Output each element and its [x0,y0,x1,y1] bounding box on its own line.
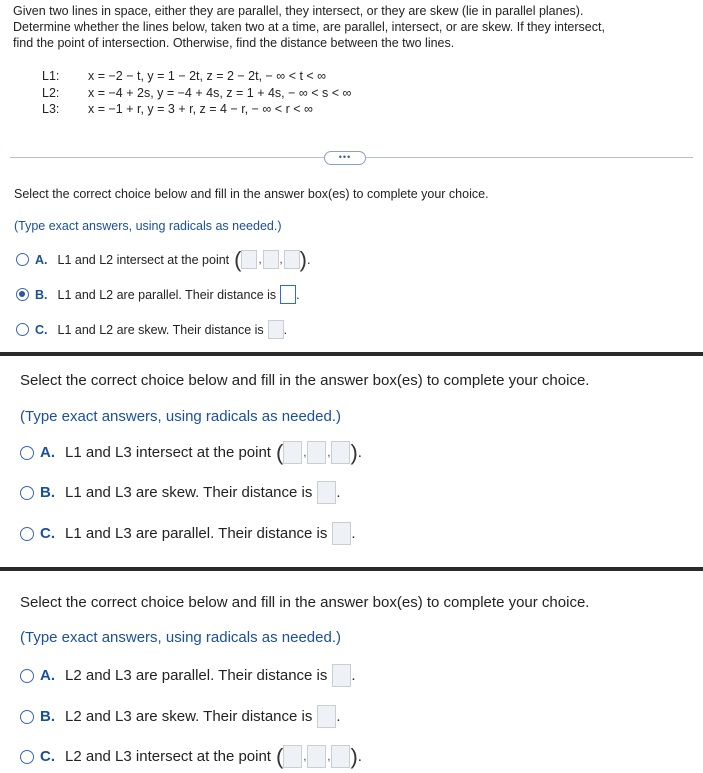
choice-c[interactable] [20,745,362,768]
choice-b[interactable] [16,285,300,304]
period: . [357,748,362,765]
radio-button-selected[interactable] [16,288,29,301]
comma: , [279,253,283,266]
panel-instruction: Select the correct choice below and fill in the answer box(es) to complete your choice. [20,594,590,611]
answer-box-distance[interactable] [332,522,351,545]
choice-text: L2 and L3 are parallel. Their distance is [65,667,328,684]
choice-letter: C. [40,525,55,542]
choice-letter: C. [40,748,55,765]
close-paren: ) [350,743,358,769]
choice-letter: B. [35,287,48,302]
panel-hint: (Type exact answers, using radicals as needed.) [20,408,341,425]
comma: , [303,446,307,459]
prompt-line: Given two lines in space, either they are parallel, they intersect, or they are skew (lie in parallel planes). [13,4,584,18]
choice-text: L1 and L3 are parallel. Their distance is [65,525,328,542]
choice-text: L1 and L3 are skew. Their distance is [65,484,313,501]
choice-letter: A. [40,444,55,461]
choice-text: L1 and L2 intersect at the point [57,252,230,267]
answer-box-z[interactable] [331,745,350,768]
line-equation-l2 [42,85,351,102]
panel-separator [0,567,703,571]
choice-a[interactable] [20,441,362,464]
answer-box-y[interactable] [307,745,326,768]
period: . [306,252,311,267]
open-paren: ( [275,743,284,769]
answer-box-z[interactable] [331,441,350,464]
line-label: L1: [42,69,60,83]
line-equation-l1 [42,68,351,85]
panel-hint: (Type exact answers, using radicals as needed.) [14,219,282,233]
comma: , [258,253,262,266]
radio-button[interactable] [20,710,34,724]
choice-text: L1 and L2 are parallel. Their distance is [57,287,277,302]
choice-a[interactable] [16,246,311,272]
period: . [351,525,356,542]
line-equations [42,68,351,118]
choice-text: L1 and L2 are skew. Their distance is [57,322,264,337]
line-equation-l3 [42,101,351,118]
line-label: L2: [42,85,60,100]
answer-box-distance[interactable] [317,481,336,504]
period: . [351,667,356,684]
open-paren: ( [275,439,284,465]
answer-box-distance[interactable] [268,320,284,339]
radio-button[interactable] [20,669,34,683]
choice-c[interactable] [16,320,287,339]
close-paren: ) [299,246,307,272]
panel-hint: (Type exact answers, using radicals as needed.) [20,629,341,646]
choice-text: L2 and L3 intersect at the point [65,748,271,765]
answer-box-distance[interactable] [317,705,336,728]
panel-separator [0,352,703,356]
period: . [296,287,300,302]
radio-button[interactable] [20,750,34,764]
choice-b[interactable] [20,705,341,728]
comma: , [303,750,307,763]
period: . [283,322,288,337]
panel-instruction: Select the correct choice below and fill in the answer box(es) to complete your choice. [14,187,489,201]
answer-box-distance[interactable] [280,285,296,304]
answer-box-distance[interactable] [332,664,351,687]
period: . [336,484,341,501]
answer-box-y[interactable] [307,441,326,464]
choice-letter: B. [40,484,55,501]
line-formula: x = −1 + r, y = 3 + r, z = 4 − r, − ∞ < r < ∞ [88,102,313,116]
answer-box-z[interactable] [284,250,300,269]
line-formula: x = −2 − t, y = 1 − 2t, z = 2 − 2t, − ∞ < t < ∞ [88,69,327,83]
choice-letter: A. [40,667,55,684]
panel-instruction: Select the correct choice below and fill in the answer box(es) to complete your choice. [20,372,590,389]
radio-button[interactable] [20,446,34,460]
prompt-line: Determine whether the lines below, taken two at a time, are parallel, intersect, or are skew. If they intersect, [13,20,605,34]
choice-letter: A. [35,252,48,267]
choice-letter: C. [35,322,48,337]
period: . [357,444,362,461]
comma: , [327,446,331,459]
line-label: L3: [42,102,60,116]
radio-button[interactable] [20,486,34,500]
answer-box-x[interactable] [283,441,302,464]
open-paren: ( [234,246,242,272]
answer-box-x[interactable] [283,745,302,768]
radio-button[interactable] [16,323,29,336]
line-formula: x = −4 + 2s, y = −4 + 4s, z = 1 + 4s, − ∞ < s < ∞ [88,85,352,100]
close-paren: ) [350,439,358,465]
period: . [336,708,341,725]
choice-text: L1 and L3 intersect at the point [65,444,271,461]
question-prompt [13,3,693,51]
choice-c[interactable] [20,522,356,545]
prompt-line: find the point of intersection. Otherwise, find the distance between the two lines. [13,36,455,50]
answer-box-x[interactable] [241,250,257,269]
radio-button[interactable] [20,527,34,541]
choice-a[interactable] [20,664,356,687]
more-button[interactable]: ••• [324,151,366,165]
choice-text: L2 and L3 are skew. Their distance is [65,708,313,725]
choice-letter: B. [40,708,55,725]
answer-box-y[interactable] [263,250,279,269]
comma: , [327,750,331,763]
choice-b[interactable] [20,481,341,504]
radio-button[interactable] [16,253,29,266]
